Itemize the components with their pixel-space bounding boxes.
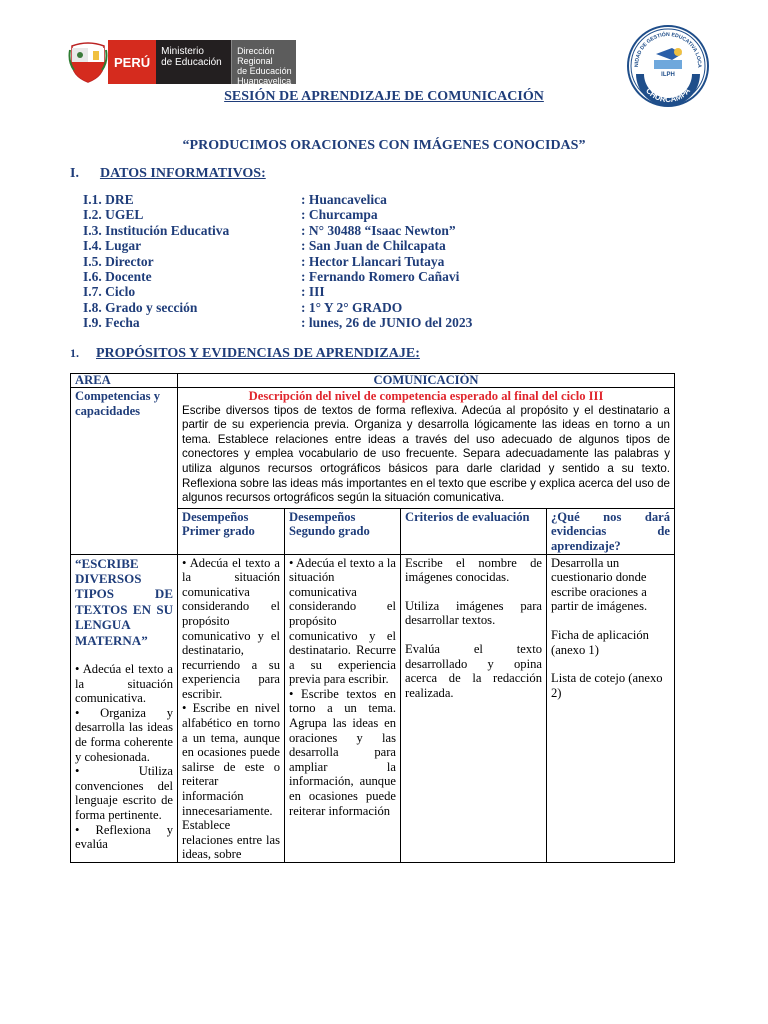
first-grade-cell [178,554,285,862]
info-label: I.2. UGEL [83,207,144,223]
info-label: I.1. DRE [83,192,134,207]
section-number: 1. [70,346,79,360]
regional-line: de Educación [237,66,292,76]
info-value: : San Juan de Chilcapata [301,238,446,254]
header-first-grade: Desempeños Primer grado [178,508,285,554]
capacity-text: Utiliza convenciones del lenguaje escrito de forma pertinente. [75,764,173,822]
capacity-item: • Organiza y desarrolla las ideas de forma coherente y cohesionada. [75,705,173,764]
section-heading-1 [70,166,266,182]
performance-item: • Escribe en nivel alfabético en torno a un tema, aunque en ocasiones puede salirse de este o reiterar información innecesariamente. Establece relaciones entre las ideas, sobre [182,701,280,862]
section-heading-2 [70,346,420,362]
header-second-grade: Desempeños Segundo grado [285,508,401,554]
performance-item: • Escribe textos en torno a un tema. Agrupa las ideas en oraciones y las desarrolla para ampliar la información, aunque en ocasiones puede reiterar información [289,686,396,818]
info-value: : 1° Y 2° GRADO [301,299,403,315]
area-row [71,374,675,388]
capacity-item: • Utiliza convenciones del lenguaje escrito de forma pertinente. [75,764,173,822]
seal-mid-text: ILPH [661,72,675,78]
ministry-logo [68,40,296,84]
header-criteria: Criterios de evaluación [401,508,547,554]
criterion-item: Evalúa el texto desarrollado y opina acerca de la redacción realizada. [405,641,542,700]
info-value: : lunes, 26 de JUNIO del 2023 [301,315,473,331]
regional-line: Huancavelica [237,76,292,86]
description-title: Descripción del nivel de competencia esperado al final del ciclo III [248,389,604,403]
capacity-text: Reflexiona y evalúa [75,822,174,852]
section-title: DATOS INFORMATIVOS: [99,166,266,181]
criterion-item: Utiliza imágenes para desarrollar textos. [405,598,542,628]
area-value: COMUNICACIÓN [178,374,675,388]
info-label: I.9. Fecha [83,315,140,331]
evidence-item: Desarrolla un cuestionario donde escribe oraciones a partir de imágenes. [551,555,648,614]
info-value: : Fernando Romero Cañavi [301,268,460,284]
info-value: : Churcampa [301,207,378,223]
info-label: I.3. Institución Educativa [83,222,230,238]
area-label: AREA [71,374,178,388]
competence-description-row [71,388,675,509]
seal-top-text: NIDAD DE GESTIÓN EDUCATIVA LOCA [633,31,703,68]
ministry-line: de Educación [161,57,222,68]
learning-purposes-table [70,373,675,863]
info-label: I.7. Ciclo [83,284,136,300]
capacity-item: • Reflexiona y evalúa [75,822,174,852]
performance-item: • Adecúa el texto a la situación comunicativa considerando el propósito comunicativo y el destinatario, recurriendo a su experiencia para escribir. [182,555,280,701]
seal-bottom-text: CHURCAMPA [644,86,692,105]
evidence-item: Ficha de aplicación (anexo 1) [551,627,649,657]
capacity-text: Organiza y desarrolla las ideas de forma coherente y cohesionada. [75,705,173,764]
info-value: : Hector Llancari Tutaya [301,253,445,269]
info-label: I.8. Grado y sección [83,299,198,315]
session-subtitle: “PRODUCIMOS ORACIONES CON IMÁGENES CONOCIDAS” [182,138,586,153]
info-label: I.6. Docente [83,268,152,284]
capacity-text: Adecúa el texto a la situación comunicativa. [75,661,173,706]
evidence-item: Lista de cotejo (anexo 2) [551,671,663,700]
competencies-label: Competencias y capacidades [71,388,178,555]
section-number: I. [70,166,79,181]
competence-title: “ESCRIBE DIVERSOS TIPOS DE TEXTOS EN SU LENGUA MATERNA” [75,555,173,648]
peru-label: PERÚ [108,40,156,84]
performance-item: • Adecúa el texto a la situación comunicativa considerando el propósito comunicativo y el destinatario. Recurre a su experiencia previa para escribir. [289,555,396,687]
regional-direction [232,40,296,84]
info-value: : N° 30488 “Isaac Newton” [301,222,456,238]
second-grade-cell [285,554,401,862]
competence-description-cell [178,388,675,509]
header-evidence: ¿Qué nos dará evidencias de aprendizaje? [547,508,675,554]
criteria-cell [401,554,547,862]
capacity-item: • Adecúa el texto a la situación comunicativa. [75,661,173,706]
description-text: Escribe diversos tipos de textos de forma reflexiva. Adecúa al propósito y el destinatario a partir de su experiencia previa. Organiza y desarrolla lógicamente las ideas en torno a un tema. Establece relaciones entre ideas a través del uso adecuado de algunos tipos de conectores y emplea vocabulario de uso frecuente. Separa adecuadamente las palabras y utiliza algunos recursos ortográficos básicos para darle claridad y sentido a su texto. Reflexiona sobre las ideas más importantes en el texto que escribe y explica acerca del uso de algunos recursos ortográficos según la situación comunicativa. [182,403,671,505]
info-label: I.4. Lugar [83,238,142,254]
evidence-cell [547,554,675,862]
peru-coat-of-arms-icon [68,40,108,84]
ministry-name [156,40,232,84]
section-title: PROPÓSITOS Y EVIDENCIAS DE APRENDIZAJE: [96,346,420,361]
competence-cell [71,554,178,862]
document-title: SESIÓN DE APRENDIZAJE DE COMUNICACIÓN [224,89,544,104]
ministry-line: Ministerio [161,46,204,57]
info-value: : Huancavelica [301,192,387,207]
content-row [71,554,675,862]
criterion-item: Escribe el nombre de imágenes conocidas. [405,555,542,585]
info-value: : III [301,284,325,300]
regional-line: Dirección Regional [237,46,275,66]
info-label: I.5. Director [83,253,154,269]
